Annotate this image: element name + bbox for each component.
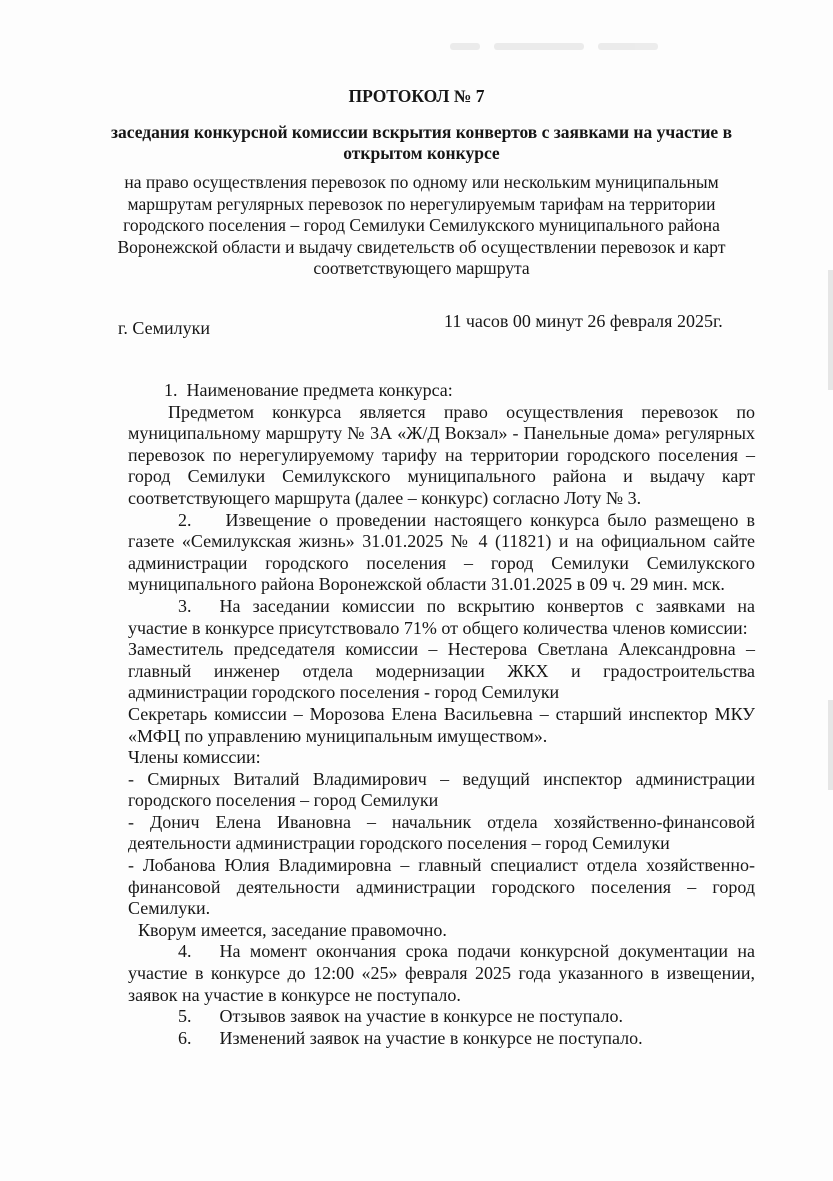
- deputy-chair: Заместитель председателя комиссии – Нестерова Светлана Александровна – главный инженер отдела модернизации ЖКХ и градостроительства администрации городского поселения - город Семилуки: [128, 639, 755, 703]
- members-heading: Члены комиссии:: [128, 747, 261, 768]
- section-5-text: Отзывов заявок на участие в конкурсе не поступало.: [219, 1006, 624, 1027]
- protocol-body: [128, 380, 755, 1049]
- member-3: - Лобанова Юлия Владимировна – главный специалист отдела хозяйственно-финансовой деятельности администрации городского поселения – город Семилуки.: [128, 855, 755, 919]
- document-title: ПРОТОКОЛ № 7: [348, 86, 485, 106]
- section-3-text: На заседании комиссии по вскрытию конвертов с заявками на участие в конкурсе присутствовало 71% от общего количества членов комиссии:: [128, 595, 755, 638]
- section-6-text: Изменений заявок на участие в конкурсе не поступало.: [219, 1027, 643, 1048]
- section-2-text: Извещение о проведении настоящего конкурса было размещено в газете «Семилукская жизнь» 31.01.2025 № 4 (11821) и на официальном сайте администрации городского поселения – город Семилуки Семилукского муниципального района Воронежской области 31.01.2025 в 09 ч. 29 мин. мск.: [128, 509, 755, 595]
- document-purpose: на право осуществления перевозок по одному или нескольким муниципальным маршрутам регулярных перевозок по нерегулируемым тарифам на территории городского поселения – город Семилуки Семилукского муниципального района Воронежской области и выдачу свидетельств об осуществлении перевозок и карт соответствующего маршрута: [117, 172, 726, 279]
- scan-edge-shadow: [828, 270, 833, 390]
- section-3-number: 3.: [178, 595, 192, 616]
- scan-edge-shadow: [828, 700, 833, 790]
- meeting-city: г. Семилуки: [118, 318, 210, 338]
- quorum-statement: Кворум имеется, заседание правомочно.: [138, 919, 447, 940]
- section-6-number: 6.: [178, 1027, 192, 1048]
- section-1-number: 1.: [164, 380, 178, 400]
- secretary: Секретарь комиссии – Морозова Елена Васильевна – старший инспектор МКУ «МФЦ по управлению муниципальным имуществом».: [128, 703, 755, 746]
- section-6: [128, 1028, 755, 1050]
- section-4: [128, 941, 755, 1006]
- meeting-datetime: 11 часов 00 минут 26 февраля 2025г.: [444, 311, 723, 331]
- section-2-number: 2.: [178, 509, 192, 530]
- section-5: [128, 1006, 755, 1028]
- section-5-number: 5.: [178, 1006, 192, 1027]
- section-3: [128, 596, 755, 639]
- section-1-heading: [128, 380, 755, 402]
- section-4-number: 4.: [178, 941, 192, 962]
- section-1-heading-text: Наименование предмета конкурса:: [186, 380, 453, 400]
- document-subtitle: заседания конкурсной комиссии вскрытия конвертов с заявками на участие в открытом конкурсе: [110, 122, 733, 163]
- section-4-text: На момент окончания срока подачи конкурсной документации на участие в конкурсе до 12:00 «25» февраля 2025 года указанного в извещении, заявок на участие в конкурсе не поступало.: [128, 941, 755, 1005]
- bleed-through-marks: [450, 34, 720, 54]
- member-2: - Донич Елена Ивановна – начальник отдела хозяйственно-финансовой деятельности администрации городского поселения – город Семилуки: [128, 811, 755, 854]
- section-1-text: Предметом конкурса является право осуществления перевозок по муниципальному маршруту № 3А «Ж/Д Вокзал» - Панельные дома» регулярных перевозок по нерегулируемому тарифу на территории городского поселения – город Семилуки Семилукского муниципального района и выдачу карт соответствующего маршрута (далее – конкурс) согласно Лоту № 3.: [128, 401, 755, 508]
- section-2: [128, 510, 755, 596]
- member-1: - Смирных Виталий Владимирович – ведущий инспектор администрации городского поселения – город Семилуки: [128, 768, 755, 811]
